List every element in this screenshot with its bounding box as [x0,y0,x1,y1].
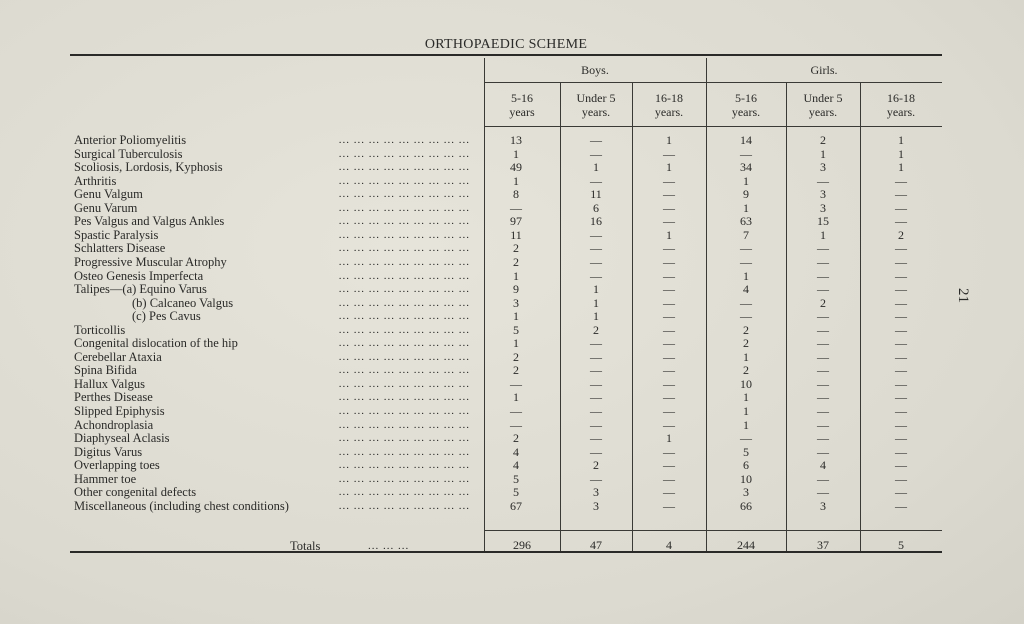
table-cell: — [663,309,675,324]
table-cell: — [895,214,907,229]
table-row [0,324,1024,337]
page-number: 21 [955,288,971,303]
table-cell: 8 [513,187,519,202]
table-row [0,432,1024,445]
leader-dots: ... ... ... ... ... ... ... ... ... [338,147,470,160]
column-header-line2: years. [886,105,916,119]
table-cell: 2 [898,227,904,242]
table-cell: — [817,417,829,432]
table-cell: 5 [513,322,519,337]
table-cell: — [510,404,522,418]
leader-dots: ... ... ... ... ... ... ... ... ... [338,418,470,431]
leader-dots: ... ... ... ... ... ... ... ... ... [338,255,470,268]
table-cell: — [817,336,829,351]
table-cell: 1 [666,160,672,175]
column-header-line2: years. [654,105,684,119]
table-cell: — [817,254,829,269]
table-cell: — [895,282,907,297]
row-label: Schlatters Disease [74,241,166,256]
leader-dots: ... ... ... ... ... ... ... ... ... [338,269,470,282]
table-cell: 1 [898,146,904,161]
leader-dots: ... ... ... ... ... ... ... ... ... [338,134,470,146]
leader-dots: ... ... ... ... ... ... ... ... ... [338,310,470,323]
table-row [0,364,1024,377]
table-cell: 10 [740,376,752,391]
table-cell: — [817,349,829,364]
table-cell: — [740,309,752,324]
table-cell: 1 [666,227,672,242]
table-cell: 1 [593,160,599,175]
row-label: Diaphyseal Aclasis [74,431,170,446]
table-row [0,459,1024,472]
table-cell: 1 [513,268,519,283]
table-cell: 2 [593,322,599,337]
row-label: Slipped Epiphysis [74,404,165,418]
table-cell: — [817,485,829,500]
table-cell: — [590,227,602,242]
table-cell: — [817,404,829,418]
column-header [786,91,860,119]
row-label: Scoliosis, Lordosis, Kyphosis [74,160,223,175]
table-cell: 1 [593,282,599,297]
table-cell: — [817,444,829,459]
table-cell: — [895,254,907,269]
table-row [0,148,1024,161]
table-cell: — [663,282,675,297]
table-cell: 2 [513,254,519,269]
table-cell: — [895,404,907,418]
table-cell: — [740,254,752,269]
table-row [0,486,1024,499]
row-label: Osteo Genesis Imperfecta [74,268,204,283]
totals-cell: 5 [898,538,904,552]
table-cell: 1 [666,133,672,147]
table-cell: — [663,200,675,215]
table-cell: 2 [743,336,749,351]
table-cell: — [895,431,907,446]
table-cell: — [817,363,829,378]
table-cell: 67 [510,498,522,513]
table-cell: — [510,417,522,432]
table-cell: 16 [590,214,602,229]
table-cell: — [817,268,829,283]
table-cell: — [895,268,907,283]
table-cell: 13 [510,133,522,147]
table-cell: 1 [513,390,519,405]
table-cell: 11 [510,227,522,242]
group-rule [484,82,942,83]
leader-dots: ... ... ... ... ... ... ... ... ... [338,228,470,241]
table-cell: — [663,173,675,188]
table-cell: — [740,295,752,310]
table-cell: — [663,444,675,459]
table-cell: — [663,146,675,161]
column-header [484,91,560,119]
table-cell: — [590,390,602,405]
table-cell: — [663,471,675,486]
table-cell: — [590,173,602,188]
column-header-line1: 5-16 [511,91,533,105]
leader-dots: ... ... ... ... ... ... ... ... ... [338,364,470,377]
header-bottom-rule [484,126,942,127]
table-cell: 2 [820,133,826,147]
leader-dots: ... ... ... ... ... ... ... ... ... [338,459,470,472]
table-cell: 2 [820,295,826,310]
table-cell: — [740,146,752,161]
table-cell: — [590,376,602,391]
row-label: Progressive Muscular Atrophy [74,254,227,269]
table-cell: 1 [593,309,599,324]
table-cell: 2 [593,458,599,473]
totals-cell: 4 [666,538,672,552]
table-cell: — [590,444,602,459]
column-header-line1: 16-18 [655,91,683,105]
table-cell: 1 [513,309,519,324]
row-label: Genu Valgum [74,187,143,202]
table-cell: 5 [513,485,519,500]
row-label: Pes Valgus and Valgus Ankles [74,214,225,229]
row-label: Overlapping toes [74,458,160,473]
table-cell: 1 [743,417,749,432]
table-cell: 2 [743,363,749,378]
table-cell: — [817,173,829,188]
table-cell: — [663,458,675,473]
leader-dots: ... ... ... ... ... ... ... ... ... [338,337,470,350]
table-row [0,419,1024,432]
table-row [0,405,1024,418]
table-cell: 5 [513,471,519,486]
table-cell: — [817,376,829,391]
leader-dots: ... ... ... ... ... ... ... ... ... [338,405,470,417]
table-cell: — [510,376,522,391]
row-label: Other congenital defects [74,485,197,500]
totals-top-rule [484,530,942,531]
table-cell: — [663,485,675,500]
row-label: Torticollis [74,322,126,337]
table-row [0,500,1024,513]
leader-dots: ... ... ... ... ... ... ... ... ... [338,323,470,336]
table-cell: 1 [898,133,904,147]
table-cell: 3 [820,187,826,202]
row-label: Hallux Valgus [74,376,145,391]
table-row [0,297,1024,310]
table-cell: — [895,241,907,256]
table-cell: — [663,417,675,432]
leader-dots: ... ... ... ... ... ... ... ... ... [338,377,470,390]
table-cell: — [510,200,522,215]
table-cell: 1 [820,146,826,161]
table-cell: — [663,254,675,269]
table-cell: — [590,417,602,432]
table-cell: — [663,214,675,229]
table-cell: 1 [743,173,749,188]
table-cell: 3 [820,498,826,513]
table-cell: — [895,336,907,351]
table-cell: 5 [743,444,749,459]
column-header [560,91,632,119]
table-cell: 4 [820,458,826,473]
table-row [0,161,1024,174]
table-cell: — [895,417,907,432]
row-label: (b) Calcaneo Valgus [132,295,234,310]
table-cell: — [663,322,675,337]
table-cell: 2 [513,241,519,256]
table-cell: — [895,322,907,337]
table-cell: — [663,498,675,513]
table-cell: — [895,471,907,486]
row-label: Spina Bifida [74,363,137,378]
table-cell: 1 [743,268,749,283]
table-cell: — [590,431,602,446]
table-cell: — [895,485,907,500]
leader-dots: ... ... ... ... ... ... ... ... ... [338,391,470,404]
row-label: Miscellaneous (including chest conditions) [74,498,289,513]
table-cell: 14 [740,133,752,147]
table-cell: — [817,322,829,337]
table-cell: — [895,295,907,310]
column-header-line2: years. [808,105,838,119]
table-cell: — [817,471,829,486]
leader-dots: ... ... ... ... ... ... ... ... ... [338,350,470,363]
table-cell: — [895,173,907,188]
table-cell: 1 [743,349,749,364]
row-label: Genu Varum [74,200,138,215]
leader-dots: ... ... ... ... ... ... ... ... ... [338,188,470,201]
table-cell: 7 [743,227,749,242]
table-cell: — [590,146,602,161]
table-cell: — [740,241,752,256]
column-header-line2: years [509,105,535,119]
leader-dots: ... ... ... [368,540,410,552]
table-cell: 1 [898,160,904,175]
table-cell: — [590,349,602,364]
row-label: Surgical Tuberculosis [74,146,183,161]
row-label: Arthritis [74,173,117,188]
table-cell: — [895,200,907,215]
title-rule [70,54,942,56]
table-title: ORTHOPAEDIC SCHEME [424,37,588,52]
table-cell: 10 [740,471,752,486]
table-cell: — [895,309,907,324]
row-label: Digitus Varus [74,444,143,459]
table-cell: — [590,363,602,378]
leader-dots: ... ... ... ... ... ... ... ... ... [338,445,470,458]
table-row [0,446,1024,459]
table-cell: — [590,268,602,283]
totals-label: Totals [290,539,321,553]
table-cell: — [590,336,602,351]
column-header [860,91,942,119]
table-cell: 1 [513,146,519,161]
table-row [0,188,1024,201]
table-cell: — [663,268,675,283]
table-row [0,337,1024,350]
totals-cell: 37 [817,538,829,552]
table-cell: 2 [743,322,749,337]
row-label: Achondroplasia [74,417,154,432]
table-cell: — [663,390,675,405]
table-cell: — [663,241,675,256]
leader-dots: ... ... ... ... ... ... ... ... ... [338,486,470,499]
table-cell: — [817,309,829,324]
table-row [0,202,1024,215]
table-cell: — [817,390,829,405]
table-cell: 1 [743,404,749,418]
table-row [0,134,1024,147]
table-cell: 1 [593,295,599,310]
leader-dots: ... ... ... ... ... ... ... ... ... [338,242,470,255]
table-cell: — [895,498,907,513]
table-cell: — [590,404,602,418]
totals-cell: 296 [513,538,531,552]
column-header-line1: 16-18 [887,91,915,105]
leader-dots: ... ... ... ... ... ... ... ... ... [338,174,470,187]
table-cell: — [663,295,675,310]
table-cell: 4 [513,458,519,473]
leader-dots: ... ... ... ... ... ... ... ... ... [338,499,470,512]
leader-dots: ... ... ... ... ... ... ... ... ... [338,296,470,309]
group-header-boys: Boys. [581,63,609,77]
leader-dots: ... ... ... ... ... ... ... ... ... [338,161,470,174]
table-cell: — [663,404,675,418]
table-cell: 34 [740,160,752,175]
table-cell: 11 [590,187,602,202]
table-cell: — [590,254,602,269]
table-cell: 6 [593,200,599,215]
table-cell: 3 [743,485,749,500]
table-cell: 6 [743,458,749,473]
leader-dots: ... ... ... ... ... ... ... ... ... [338,283,470,296]
column-header-line1: Under 5 [803,91,843,105]
table-row [0,175,1024,188]
table-cell: 97 [510,214,522,229]
table-cell: — [895,444,907,459]
table-cell: — [663,376,675,391]
table-cell: 66 [740,498,752,513]
table-cell: 1 [513,173,519,188]
table-cell: 3 [593,485,599,500]
table-row [0,351,1024,364]
table-cell: — [590,133,602,147]
row-label: Spastic Paralysis [74,227,159,242]
leader-dots: ... ... ... ... ... ... ... ... ... [338,432,470,445]
table-cell: 3 [820,160,826,175]
table-cell: 1 [820,227,826,242]
row-label: (c) Pes Cavus [132,309,201,324]
group-header-girls: Girls. [810,63,838,77]
table-cell: — [895,458,907,473]
table-row [0,229,1024,242]
table-cell: — [740,431,752,446]
table-cell: 49 [510,160,522,175]
table-cell: — [663,349,675,364]
column-header [706,91,786,119]
totals-cell: 244 [737,538,755,552]
table-row [0,215,1024,228]
table-row [0,283,1024,296]
table-row [0,270,1024,283]
column-header [632,91,706,119]
table-row [0,391,1024,404]
table-cell: 3 [820,200,826,215]
table-row [0,310,1024,323]
table-cell: 2 [513,431,519,446]
table-cell: — [663,336,675,351]
table-cell: 1 [743,200,749,215]
table-cell: 15 [817,214,829,229]
column-header-line2: years. [731,105,761,119]
table-cell: 2 [513,349,519,364]
table-cell: 4 [743,282,749,297]
table-cell: 1 [743,390,749,405]
table-cell: 3 [593,498,599,513]
row-label: Hammer toe [74,471,137,486]
column-header-line2: years. [581,105,611,119]
column-header-line1: 5-16 [735,91,757,105]
table-row [0,256,1024,269]
leader-dots: ... ... ... ... ... ... ... ... ... [338,215,470,228]
table-cell: 3 [513,295,519,310]
table-cell: 1 [513,336,519,351]
row-label: Congenital dislocation of the hip [74,336,238,351]
column-header-line1: Under 5 [576,91,616,105]
table-cell: — [895,363,907,378]
table-cell: 1 [666,431,672,446]
table-cell: — [663,187,675,202]
row-label: Talipes—(a) Equino Varus [74,282,207,297]
table-cell: — [895,376,907,391]
table-cell: — [895,390,907,405]
table-cell: — [895,187,907,202]
table-cell: — [663,363,675,378]
table-cell: 9 [513,282,519,297]
row-label: Anterior Poliomyelitis [74,133,187,147]
table-cell: — [817,241,829,256]
leader-dots: ... ... ... ... ... ... ... ... ... [338,201,470,214]
table-cell: — [590,471,602,486]
table-cell: 2 [513,363,519,378]
totals-cell: 47 [590,538,602,552]
table-cell: 9 [743,187,749,202]
leader-dots: ... ... ... ... ... ... ... ... ... [338,472,470,485]
table-row [0,378,1024,391]
table-cell: — [895,349,907,364]
table-row [0,242,1024,255]
table-cell: — [817,431,829,446]
table-cell: — [817,282,829,297]
row-label: Perthes Disease [74,390,153,405]
table-row [0,473,1024,486]
table-cell: 63 [740,214,752,229]
table-cell: — [590,241,602,256]
row-label: Cerebellar Ataxia [74,349,162,364]
table-cell: 4 [513,444,519,459]
